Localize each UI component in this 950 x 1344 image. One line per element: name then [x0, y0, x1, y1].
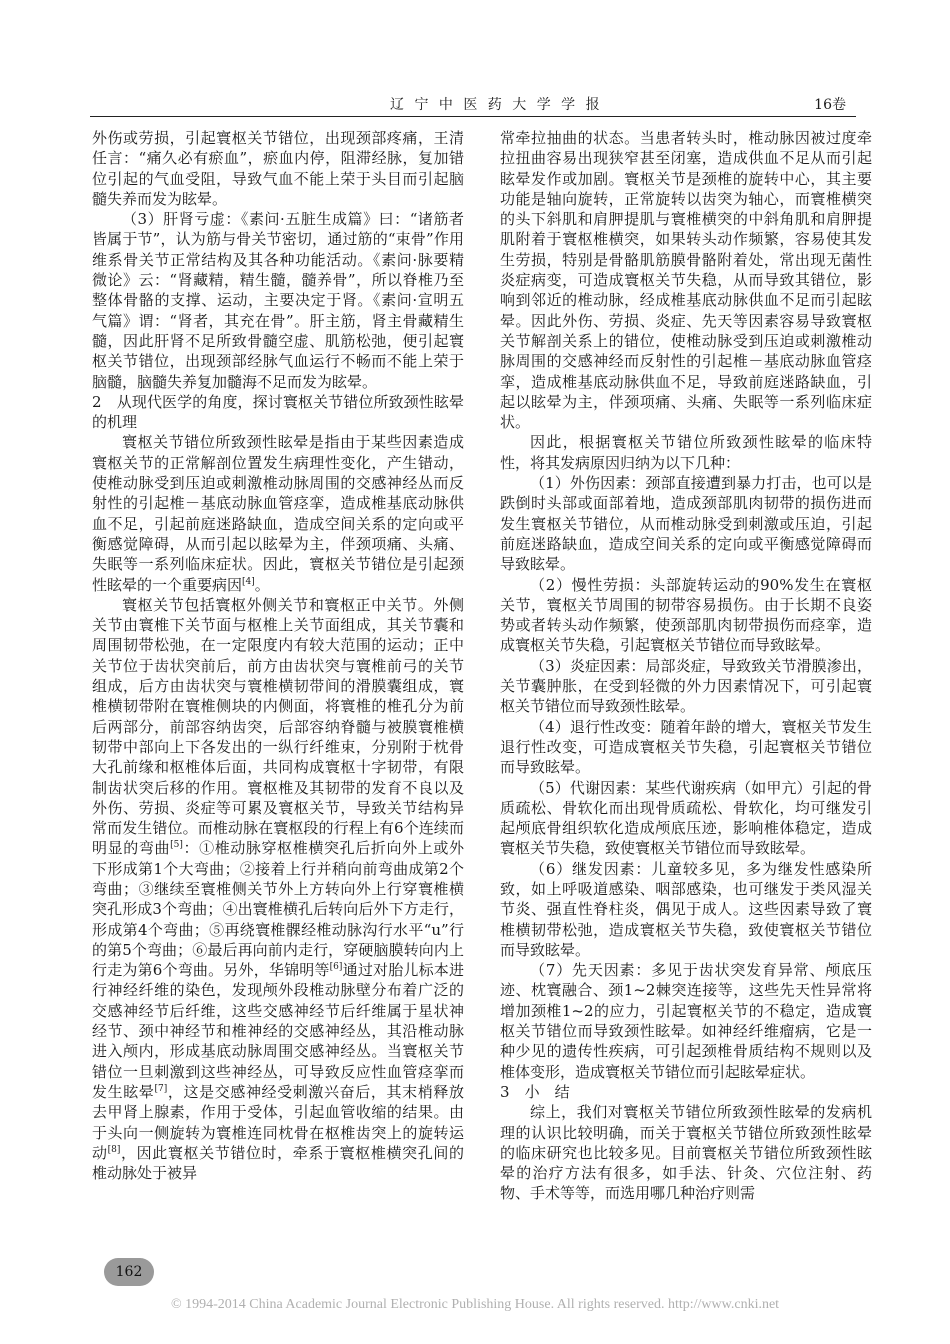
citation: [8] — [107, 1144, 121, 1155]
paragraph: 寰枢关节错位所致颈性眩晕是指由于某些因素造成寰枢关节的正常解剖位置发生病理性变化，产生错动，使椎动脉受到压迫或刺激椎动脉周围的交感神经丛而反射性的引起椎－基底动脉血管痉挛，造成椎基底动脉供血不足，引起前庭迷路缺血，造成空间关系的定向或平衡感觉障碍，从而引起以眩晕为主，伴颈项痛、头痛、失眠等一系列临床症状。因此，寰枢关节错位是引起颈性眩晕的一个重要病因[4]。 — [92, 433, 464, 594]
section-number: 2 — [92, 392, 102, 411]
citation: [5] — [170, 840, 183, 851]
volume-label: 16卷 — [814, 97, 846, 113]
paragraph: （6）继发因素：儿童较多见，多为继发性感染所致，如上呼吸道感染、咽部感染，也可继发于类风湿关节炎、强直性脊柱炎，偶见于成人。这些因素导致了寰椎横韧带松弛，造成寰枢关节失稳，致使寰枢关节错位而导致眩晕。 — [500, 859, 872, 959]
paragraph: 寰枢关节包括寰枢外侧关节和寰枢正中关节。外侧关节由寰椎下关节面与枢椎上关节面组成，其关节囊和周围韧带松弛，在一定限度内有较大范围的运动；正中关节位于齿状突前后，前方由齿状突与寰椎前弓的关节组成，后方由齿状突与寰椎横韧带间的滑膜囊组成，寰椎横韧带附在寰椎侧块的内侧面，将寰椎的椎孔分为前后两部分，前部容纳齿突，后部容纳脊髓与被膜寰椎横韧带中部向上下各发出的一纵行纤维束，分别附于枕骨大孔前缘和枢椎体后面，共同构成寰枢十字韧带，有限制齿状突后移的作用。寰枢椎及其韧带的发育不良以及外伤、劳损、炎症等可累及寰枢关节，导致关节结构异常而发生错位。而椎动脉在寰枢段的行程上有6个连续而明显的弯曲[5]：①椎动脉穿枢椎横突孔后折向外上或外下形成第1个大弯曲；②接着上行并稍向前弯曲成第2个弯曲；③继续至寰椎侧关节外上方转向外上行穿寰椎横突孔形成3个弯曲；④出寰椎横孔后转向后外下方走行，形成第4个弯曲；⑤再绕寰椎髁经椎动脉沟行水平“u”行的第5个弯曲；⑥最后再向前内走行，穿硬脑膜转向内上行走为第6个弯曲。另外，华锦明等[6]通过对胎儿标本进行神经纤维的染色，发现颅外段椎动脉壁分布着广泛的交感神经节后纤维，这些交感神经节后纤维属于星状神经节、颈中神经节和椎神经的交感神经丛，其沿椎动脉进入颅内，形成基底动脉周围交感神经丛。当寰枢关节错位一旦刺激到这些神经丛，可导致反应性血管痉挛而发生眩晕[7]，这是交感神经受刺激兴奋后，其末梢释放去甲肾上腺素，作用于受体，引起血管收缩的结果。由于头向一侧旋转为寰椎连同枕骨在枢椎齿突上的旋转运动[8]，因此寰枢关节错位时，牵系于寰枢椎横突孔间的椎动脉处于被异 — [92, 595, 464, 1183]
paragraph: （2）慢性劳损：头部旋转运动的90%发生在寰枢关节，寰枢关节周围的韧带容易损伤。由于长期不良姿势或者转头动作频繁，使颈部肌肉韧带损伤而痉挛，造成寰枢关节失稳，引起寰枢关节错位而导致眩晕。 — [500, 575, 872, 655]
citation: [7] — [154, 1083, 168, 1094]
paragraph: 综上，我们对寰枢关节错位所致颈性眩晕的发病机理的认识比较明确，而关于寰枢关节错位所致颈性眩晕的临床研究也比较多见。目前寰枢关节错位所致颈性眩晕的治疗方法有很多，如手法、针灸、穴位注射、药物、手术等等，而选用哪几种治疗则需 — [500, 1103, 872, 1203]
citation: [6] — [329, 962, 343, 973]
right-column — [500, 128, 872, 1238]
journal-title: 辽 宁 中 医 药 大 学 学 报 — [390, 97, 603, 113]
paragraph: 因此，根据寰枢关节错位所致颈性眩晕的临床特性，将其发病原因归纳为以下几种： — [500, 433, 872, 472]
running-header — [90, 94, 856, 117]
section-number: 3 — [500, 1082, 510, 1101]
paragraph: （3）肝肾亏虚：《素问·五脏生成篇》曰：“诸筋者皆属于节”，认为筋与骨关节密切，通过筋的“束骨”作用维系骨关节正常结构及其各种功能活动。《素问·脉要精微论》云：“肾藏精，精生髓，髓养骨”，所以脊椎乃至整体骨骼的支撑、运动，主要决定于肾。《素问·宣明五气篇》谓：“肾者，其充在骨”。肝主筋，肾主骨藏精生髓，因此肝肾不足所致骨髓空虚、肌筋松弛，便引起寰枢关节错位，出现颈部经脉气血运行不畅而不能上荣于脑髓，脑髓失养复加髓海不足而发为眩晕。 — [92, 210, 464, 391]
section-title: 从现代医学的角度，探讨寰枢关节错位所致颈性眩晕的机理 — [92, 392, 464, 432]
citation: [4] — [242, 576, 255, 587]
paragraph: 外伤或劳损，引起寰枢关节错位，出现颈部疼痛，王清任言：“痛久必有瘀血”，瘀血内停，阻滞经脉，复加错位引起的气血受阻，导致气血不能上荣于头目而引起脑髓失养而发为眩晕。 — [92, 129, 464, 208]
section-title: 小 结 — [524, 1082, 570, 1101]
page-number: 162 — [104, 1258, 154, 1286]
copyright-notice: © 1994-2014 China Academic Journal Electronic Publishing House. All rights reserved. http://www.cnki.net — [170, 1297, 780, 1312]
paragraph: （4）退行性改变：随着年龄的增大，寰枢关节发生退行性改变，可造成寰枢关节失稳，引起寰枢关节错位而导致眩晕。 — [500, 717, 872, 777]
section-heading — [500, 1082, 872, 1102]
paragraph: （3）炎症因素：局部炎症，导致致关节滑膜渗出，关节囊肿胀，在受到轻微的外力因素情况下，可引起寰枢关节错位而导致颈性眩晕。 — [500, 656, 872, 716]
paragraph: 常牵拉抽曲的状态。当患者转头时，椎动脉因被过度牵拉扭曲容易出现狭窄甚至闭塞，造成供血不足从而引起眩晕发作或加剧。寰枢关节是颈椎的旋转中心，其主要功能是轴向旋转，正常旋转以齿突为轴心，而寰椎横突的头下斜肌和肩胛提肌与寰椎横突的中斜角肌和肩胛提肌附着于寰枢椎横突，如果转头动作频繁，容易使其发生劳损，特别是骨骼肌筋膜骨骼附着处，常出现无菌性炎症病变，可造成寰枢关节失稳，从而导致其错位，影响到邻近的椎动脉，经成椎基底动脉供血不足而引起眩晕。因此外伤、劳损、炎症、先天等因素容易导致寰枢关节解剖关系上的错位，使椎动脉受到压迫或刺激椎动脉周围的交感神经而反射性的引起椎－基底动脉血管痉挛，造成椎基底动脉供血不足，导致前庭迷路缺血，引起以眩晕为主，伴颈项痛、头痛、失眠等一系列临床症状。 — [500, 129, 872, 432]
paragraph: （5）代谢因素：某些代谢疾病（如甲亢）引起的骨质疏松、骨软化而出现骨质疏松、骨软化，均可继发引起颅底骨组织软化造成颅底压迹，影响椎体稳定，造成寰枢关节失稳，致使寰枢关节错位而导致眩晕。 — [500, 778, 872, 858]
paragraph: （1）外伤因素：颈部直接遭到暴力打击，也可以是跌倒时头部或面部着地，造成颈部肌肉韧带的损伤进而发生寰枢关节错位，从而椎动脉受到刺激或压迫，引起前庭迷路缺血，造成空间关系的定向或平衡感觉障碍而导致眩晕。 — [500, 474, 872, 574]
left-column — [92, 128, 464, 1238]
paragraph: （7）先天因素：多见于齿状突发育异常、颅底压迹、枕寰融合、颈1~2棘突连接等，这些先天性异常将增加颈椎1~2的应力，引起寰枢关节的不稳定，造成寰枢关节错位而导致颈性眩晕。如神经纤维瘤病，它是一种少见的遗传性疾病，可引起颈椎骨质结构不规则以及椎体变形，造成寰枢关节错位而引起眩晕症状。 — [500, 961, 872, 1081]
section-heading — [92, 392, 464, 433]
